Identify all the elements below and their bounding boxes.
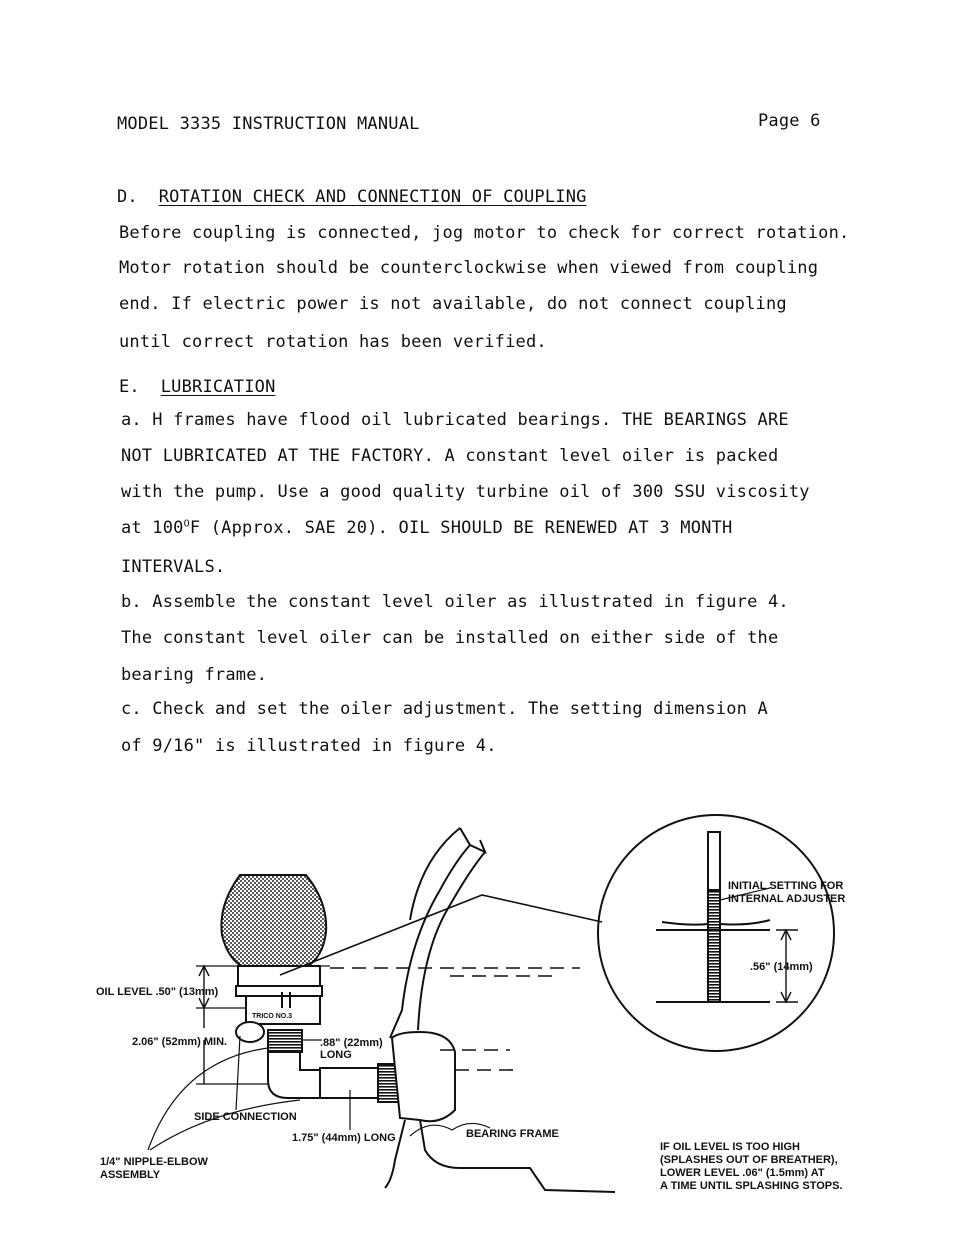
para-b-line-3: bearing frame. bbox=[121, 665, 268, 685]
para-c-line-1: c. Check and set the oiler adjustment. The setting dimension A bbox=[121, 699, 768, 719]
section-d-title: ROTATION CHECK AND CONNECTION OF COUPLING bbox=[158, 187, 587, 207]
section-d-letter: D. bbox=[117, 187, 138, 207]
oiler-bulb bbox=[221, 875, 326, 968]
para-a-line-5: INTERVALS. bbox=[121, 557, 226, 577]
label-bearing-frame: BEARING FRAME bbox=[466, 1128, 559, 1140]
temperature-value: at 100 bbox=[121, 518, 184, 538]
section-e-title: LUBRICATION bbox=[160, 377, 276, 397]
note-line-1: IF OIL LEVEL IS TOO HIGH bbox=[660, 1141, 800, 1153]
para-a-line-2: NOT LUBRICATED AT THE FACTORY. A constant level oiler is packed bbox=[121, 446, 779, 466]
label-initial-a: INITIAL SETTING FOR bbox=[728, 880, 844, 892]
label-side-connection: SIDE CONNECTION bbox=[194, 1111, 297, 1123]
para-b-line-1: b. Assemble the constant level oiler as illustrated in figure 4. bbox=[121, 592, 789, 612]
label-88-long-a: .88" (22mm) bbox=[320, 1037, 383, 1049]
para-a-line-3: with the pump. Use a good quality turbine oil of 300 SSU viscosity bbox=[121, 482, 810, 502]
note-line-2: (SPLASHES OUT OF BREATHER), bbox=[660, 1154, 838, 1166]
label-oil-level: OIL LEVEL .50" (13mm) bbox=[96, 986, 219, 998]
label-oiler-model: TRICO NO.3 bbox=[252, 1013, 293, 1020]
para-b-line-2: The constant level oiler can be installed on either side of the bbox=[121, 628, 779, 648]
note-line-3: LOWER LEVEL .06" (1.5mm) AT bbox=[660, 1167, 825, 1179]
label-nipple-a: 1/4" NIPPLE-ELBOW bbox=[100, 1156, 208, 1168]
section-d-line-2: Motor rotation should be counterclockwise when viewed from coupling bbox=[119, 258, 819, 278]
para-c-line-2: of 9/16" is illustrated in figure 4. bbox=[121, 736, 497, 756]
label-175-long: 1.75" (44mm) LONG bbox=[292, 1132, 396, 1144]
section-d-line-1: Before coupling is connected, jog motor to check for correct rotation. bbox=[119, 223, 850, 243]
para-a-line-1: a. H frames have flood oil lubricated bearings. THE BEARINGS ARE bbox=[121, 410, 789, 430]
label-initial-b: INTERNAL ADJUSTER bbox=[728, 893, 846, 905]
degree-mark: O bbox=[183, 518, 190, 530]
label-88-long-b: LONG bbox=[320, 1049, 352, 1061]
note-line-4: A TIME UNTIL SPLASHING STOPS. bbox=[660, 1180, 843, 1192]
label-dim-56: .56" (14mm) bbox=[750, 961, 813, 973]
page-number: Page 6 bbox=[758, 111, 821, 131]
section-d-line-4: until correct rotation has been verified. bbox=[119, 332, 547, 352]
section-e-letter: E. bbox=[119, 377, 140, 397]
label-min-dim: 2.06" (52mm) MIN. bbox=[132, 1036, 228, 1048]
para-a-line-4-rest: F (Approx. SAE 20). OIL SHOULD BE RENEWED AT 3 MONTH bbox=[189, 518, 733, 538]
label-nipple-b: ASSEMBLY bbox=[100, 1169, 161, 1181]
oiler-body bbox=[238, 966, 320, 988]
section-d-line-3: end. If electric power is not available, do not connect coupling bbox=[119, 294, 787, 314]
manual-title: MODEL 3335 INSTRUCTION MANUAL bbox=[117, 114, 420, 134]
